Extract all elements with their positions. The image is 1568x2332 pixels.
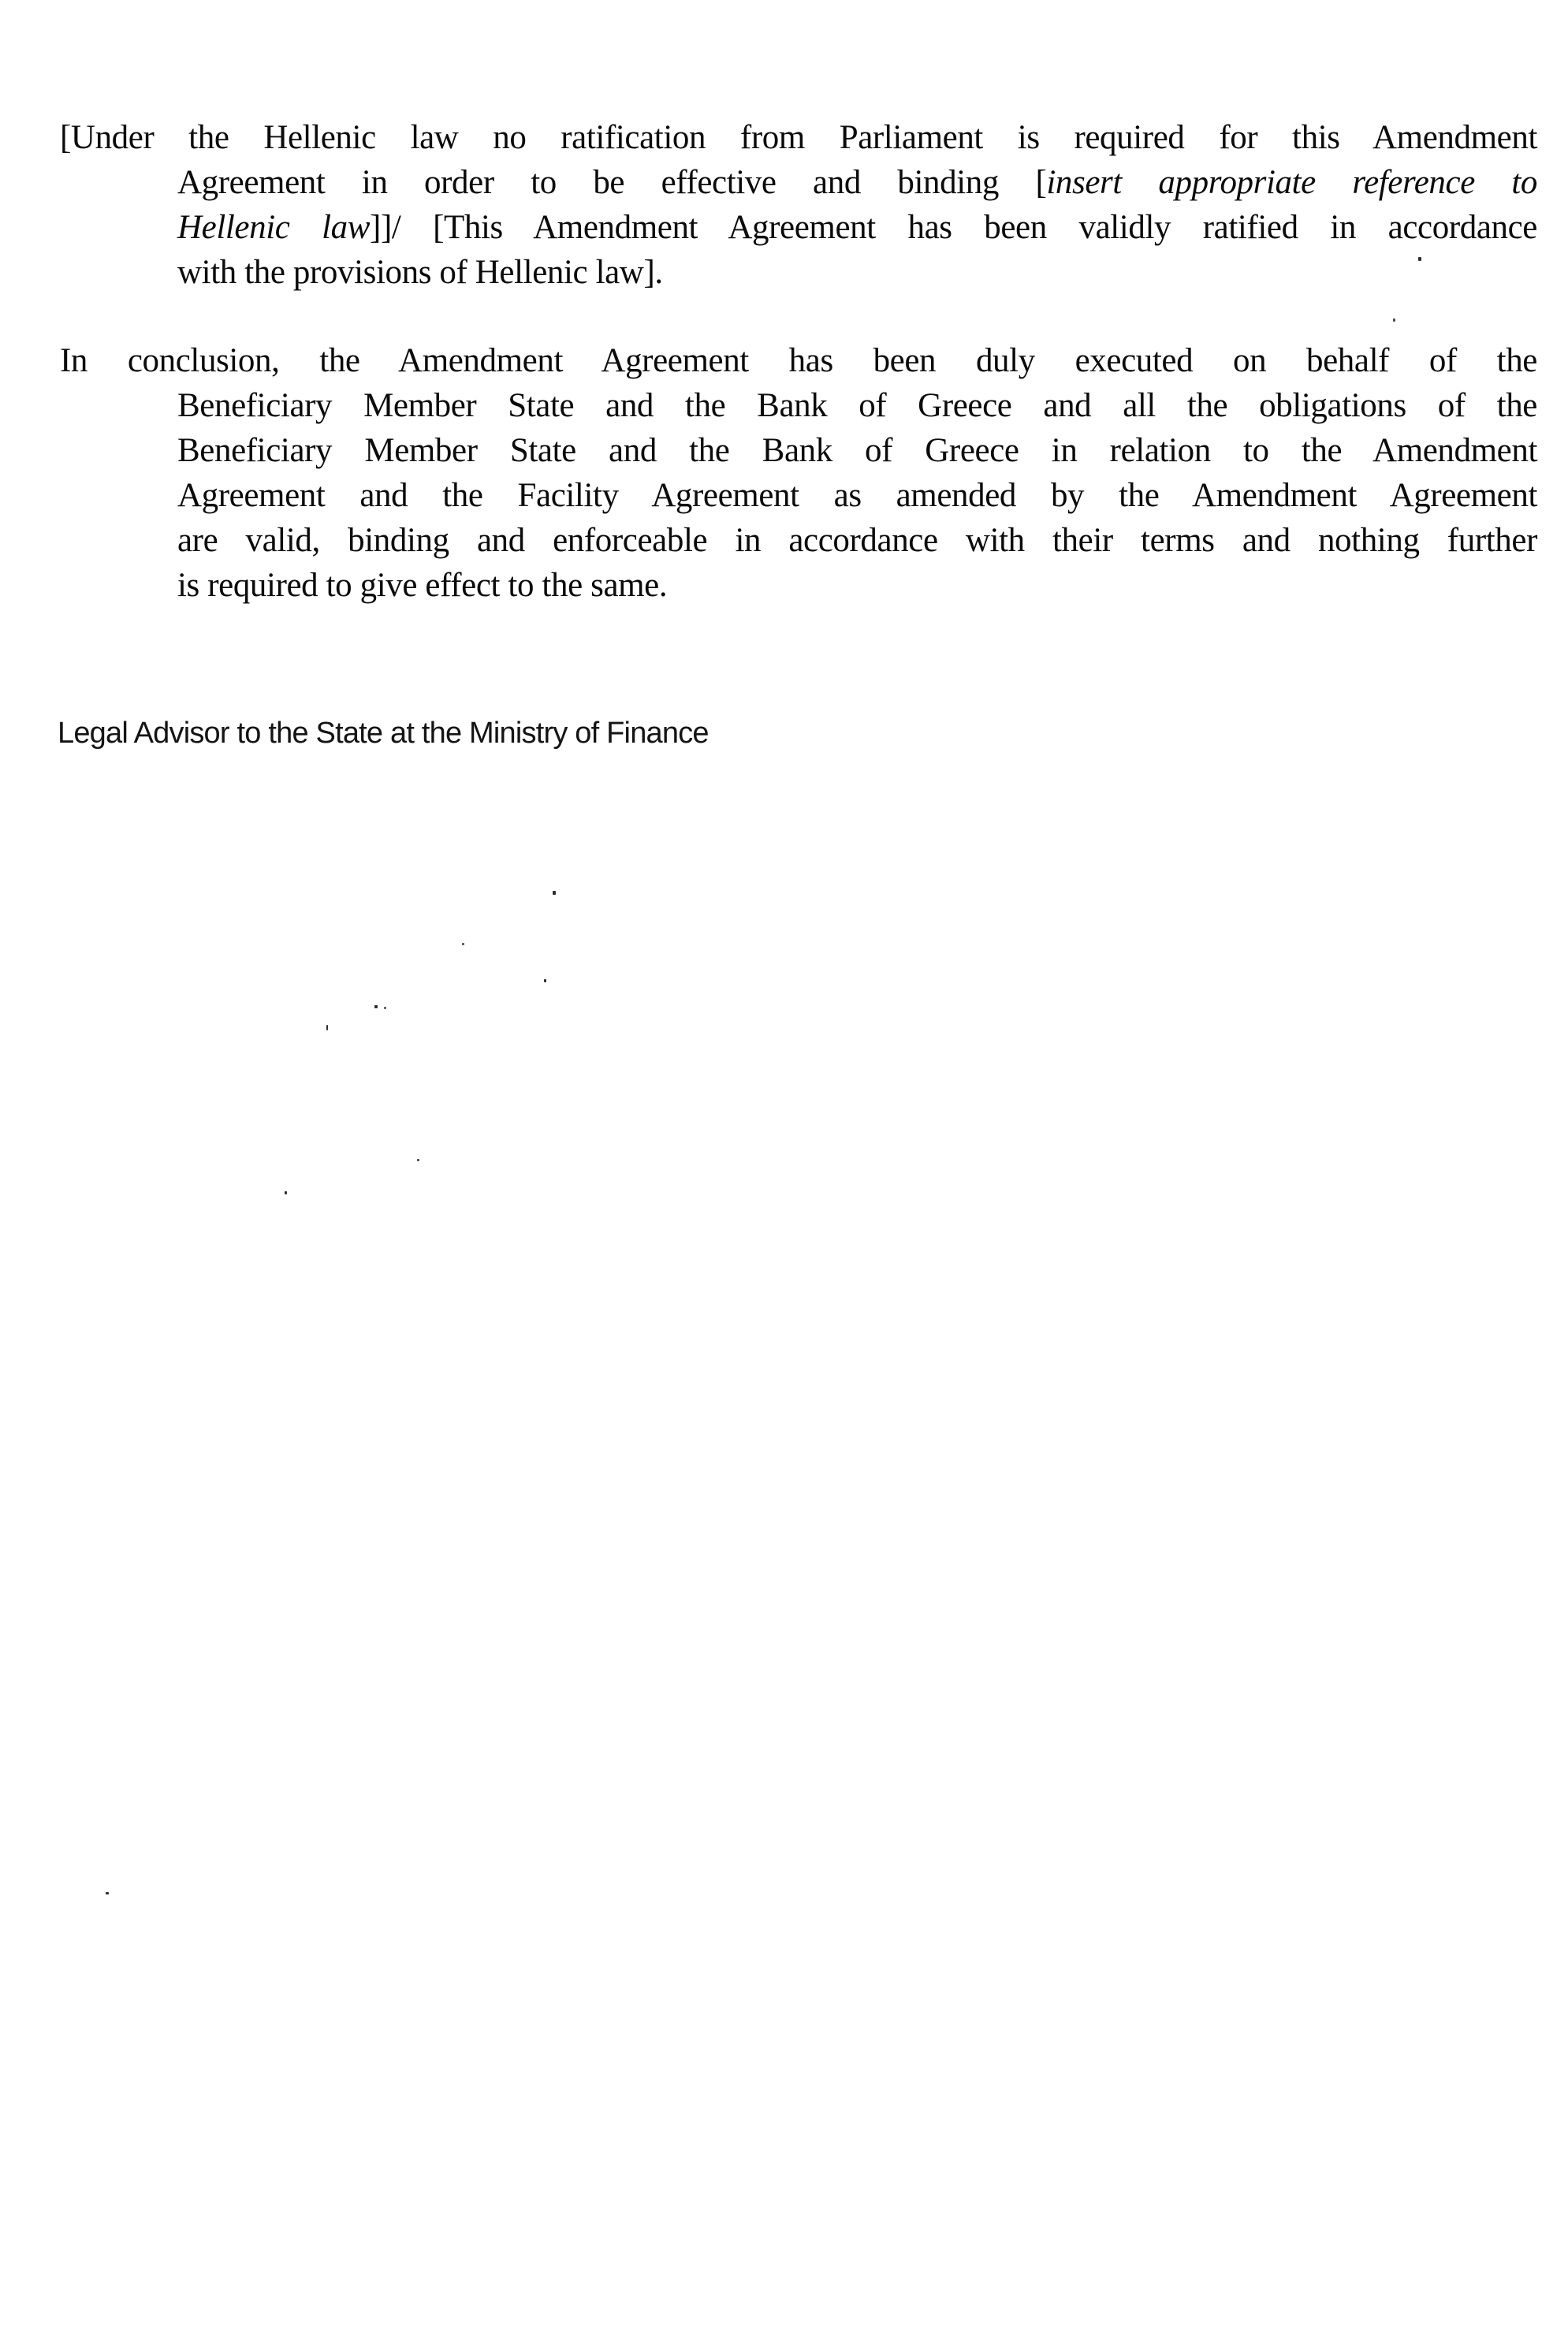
text-segment: Beneficiary Member State and the Bank of Greece in relation to the Amendment bbox=[177, 432, 1537, 469]
text-line bbox=[177, 383, 1537, 428]
signature-title-line: Legal Advisor to the State at the Ministry of Finance bbox=[58, 717, 709, 750]
scan-speck bbox=[374, 1005, 378, 1008]
scan-speck bbox=[285, 1191, 287, 1194]
text-segment: are valid, binding and enforceable in accordance with their terms and nothing further bbox=[177, 522, 1537, 559]
scan-speck bbox=[417, 1159, 419, 1161]
text-line bbox=[60, 338, 1537, 383]
text-segment: with the provisions of Hellenic law]. bbox=[177, 254, 663, 291]
scan-speck bbox=[106, 1892, 109, 1894]
text-line bbox=[60, 115, 1537, 160]
text-segment: is required to give effect to the same. bbox=[177, 567, 668, 604]
scan-speck bbox=[544, 979, 546, 982]
paragraph-conclusion bbox=[60, 338, 1537, 608]
text-segment: Agreement in order to be effective and binding [ bbox=[177, 164, 1047, 201]
scan-speck bbox=[326, 1025, 328, 1030]
text-segment: Agreement and the Facility Agreement as amended by the Amendment Agreement bbox=[177, 477, 1537, 514]
scan-speck bbox=[384, 1007, 386, 1009]
paragraph-hellenic-ratification bbox=[60, 115, 1537, 295]
text-segment: [Under the Hellenic law no ratification from Parliament is required for this Amendment bbox=[60, 119, 1537, 156]
text-segment: ]]/ [This Amendment Agreement has been validly ratified in accordance bbox=[370, 209, 1537, 246]
text-line bbox=[177, 473, 1537, 518]
italic-text-segment: insert appropriate reference to bbox=[1046, 164, 1537, 201]
text-line bbox=[177, 563, 1537, 608]
italic-text-segment: Hellenic law bbox=[177, 209, 371, 246]
text-line bbox=[177, 160, 1537, 205]
text-line bbox=[177, 518, 1537, 563]
text-segment: Beneficiary Member State and the Bank of Greece and all the obligations of the bbox=[177, 387, 1537, 424]
text-segment: In conclusion, the Amendment Agreement has been duly executed on behalf of the bbox=[60, 342, 1537, 379]
scan-speck bbox=[462, 943, 464, 945]
scan-speck bbox=[1393, 319, 1395, 322]
text-line bbox=[177, 205, 1537, 250]
text-line bbox=[177, 250, 1537, 295]
scan-speck bbox=[1418, 257, 1421, 261]
text-line bbox=[177, 428, 1537, 473]
scan-speck bbox=[553, 891, 556, 895]
